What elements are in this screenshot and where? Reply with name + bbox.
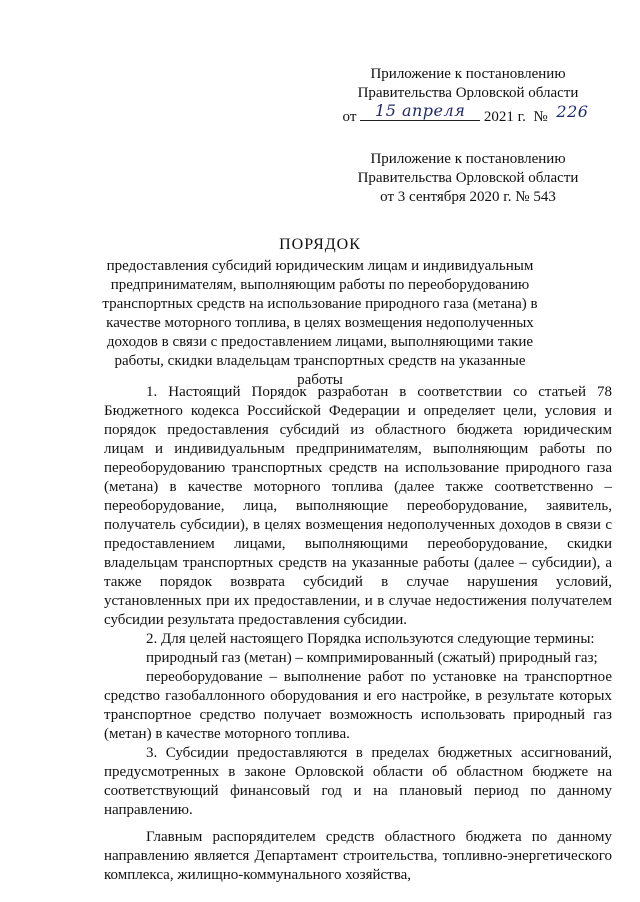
original-header-line2: Правительства Орловской области [357, 170, 579, 186]
paragraph-4: переоборудование – выполнение работ по установке на транспортное средство газобаллонного оборудования и его настройке, в результате которых транспортное средство получает возможность использовать природный газ (метан) в качестве моторного топлива. [104, 669, 612, 742]
original-header-line1: Приложение к постановлению [370, 151, 566, 167]
original-header-line3: от 3 сентября 2020 г. № 543 [380, 189, 556, 205]
paragraph-6: Главным распорядителем средств областного бюджета по данному направлению является Департамент строительства, топливно-энергетического комплекса, жилищно-коммунального хозяйства, [104, 829, 612, 883]
appendix-header-original [318, 150, 618, 207]
year-text: 2021 г. [483, 109, 526, 125]
appendix-header-line2: Правительства Орловской области [357, 85, 579, 101]
date-fill-line [360, 103, 480, 121]
paragraph-1: 1. Настоящий Порядок разработан в соответствии со статьей 78 Бюджетного кодекса Российской Федерации и определяет цели, условия и порядок предоставления субсидий из областного бюджета юридическим лицам и индивидуальным предпринимателям, выполняющим работы по переоборудованию транспортных средств на использование природного газа (метана) в качестве моторного топлива (далее также соответственно – переоборудование, лица, выполняющие переоборудование, заявитель, получатель субсидии), в целях возмещения недополученных доходов в связи с предоставлением лицами, выполняющими переоборудование, скидки владельцам транспортных средств на указанные работы (далее – субсидии), а также порядок возврата субсидий в случае нарушения условий, установленных при их предоставлении, и в случае недостижения получателем субсидии результата предоставления субсидии. [104, 384, 612, 628]
document-body [104, 383, 612, 885]
paragraph-2: 2. Для целей настоящего Порядка используются следующие термины: [146, 631, 595, 647]
handwritten-number: 226 [556, 102, 589, 121]
appendix-header-date-line [318, 103, 618, 127]
paragraph-3: природный газ (метан) – компримированный (сжатый) природный газ; [146, 650, 598, 666]
paragraph-5: 3. Субсидии предоставляются в пределах бюджетных ассигнований, предусмотренных в законе Орловской области об областном бюджете на соответствующий финансовый год и на плановый период по данному направлению. [104, 745, 612, 818]
from-label: от [342, 109, 357, 125]
document-subtitle: предоставления субсидий юридическим лицам и индивидуальным предпринимателям, выполняющим работы по переоборудованию транспортных средств на использование природного газа (метана) в качестве моторного топлива, в целях возмещения недополученных доходов в связи с предоставлением лицами, выполняющими такие работы, скидки владельцам транспортных средств на указанные работы [102, 258, 538, 388]
number-label: № [533, 109, 548, 125]
appendix-header-line1: Приложение к постановлению [370, 66, 566, 82]
handwritten-date: 15 апреля [375, 101, 466, 120]
number-fill [551, 104, 593, 121]
document-title: ПОРЯДОК [279, 236, 361, 253]
appendix-header-new [318, 65, 618, 127]
